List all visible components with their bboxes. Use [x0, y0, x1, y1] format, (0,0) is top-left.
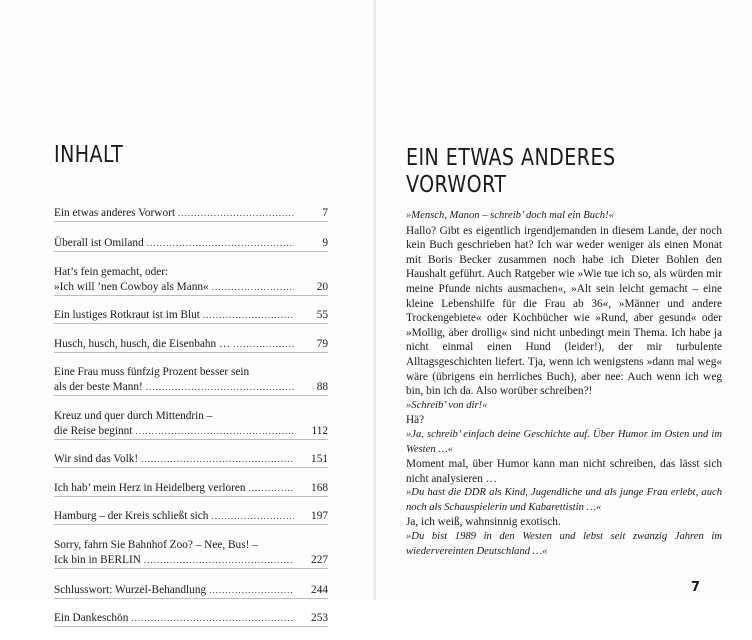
toc-leader-dots	[203, 308, 294, 323]
toc-separator	[54, 496, 328, 497]
toc-entry	[54, 206, 328, 222]
toc-leader-dots	[233, 337, 294, 352]
quote-paragraph: »Schreib’ von dir!«	[406, 399, 488, 411]
toc-leader-dots	[135, 424, 294, 439]
toc-entry-line	[54, 481, 328, 496]
toc-entry	[54, 481, 328, 497]
toc-entry-page: 168	[311, 481, 328, 494]
toc-leader-dots	[178, 206, 294, 221]
quote-paragraph: »Ja, schreib’ einfach deine Geschichte auf. Über Humor im Osten und im Westen …«	[406, 428, 722, 455]
toc-entry-title: Wir sind das Volk!	[54, 453, 139, 465]
toc-entry-page: 88	[316, 381, 328, 393]
toc-entry-page: 7	[322, 207, 328, 219]
toc-entry-page: 227	[311, 553, 328, 566]
toc-entry-page: 244	[311, 583, 328, 596]
toc-entry-title: Hamburg – der Kreis schließt sich	[54, 510, 209, 522]
toc-entry-page: 253	[311, 612, 328, 624]
toc-entry-page: 9	[322, 237, 328, 249]
toc-separator	[54, 598, 328, 599]
toc-entry-title: die Reise beginnt	[54, 424, 133, 437]
toc-leader-dots	[212, 280, 294, 295]
toc-entry	[54, 236, 328, 252]
toc-entry-page: 151	[311, 453, 328, 465]
toc-entry-title: Hat’s fein gemacht, oder:	[54, 265, 169, 278]
toc-leader-dots	[141, 452, 294, 467]
toc-entry-page: 112	[311, 424, 328, 437]
toc-separator	[54, 352, 328, 353]
toc-leader-dots	[209, 583, 294, 598]
toc-entry	[54, 583, 328, 599]
quote-paragraph: »Mensch, Manon – schreib’ doch mal ein Buch!«	[406, 210, 614, 221]
toc-entry-title: Überall ist Omiland	[54, 237, 144, 249]
toc-entry-title: Ein lustiges Rotkraut ist im Blut	[54, 309, 200, 321]
toc-separator	[54, 221, 328, 222]
left-page	[0, 0, 376, 624]
toc-separator	[54, 524, 328, 525]
toc-entry	[54, 409, 328, 440]
body-paragraph: Hallo? Gibt es eigentlich irgendjemanden in diesem Lande, der noch kein Buch geschrieben hat? Ich war weder weniger als einen Monat mit Boris Becker zusammen noch habe ich Dieter Bohlen den Haushalt geführt. Auch Ratgeber wie »Wie tue ich so, als würden mir meine Pfunde nichts ausmachen«, »Alt sein leicht gemacht – eine kleine Lebenshilfe für die Frau ab 36«, »Männer und andere Trockengebiete« oder Kochbücher wie »Rund, aber gesund« oder »Mollig, aber drollig« sind nicht unbedingt mein Thema. Ich habe ja nicht einmal einen Hund (leider!), der mir turbulente Alltagsgeschichten liefert. Tja, wenn ich wenigstens »dann mal weg« wäre (übrigens ein herrliches Buch), aber nee: Auch wenn ich weg bin, bin ich da. Also worüber schreiben?!	[406, 224, 722, 398]
toc-separator	[54, 295, 328, 296]
toc-entry-title: Ein Dankeschön	[54, 612, 129, 624]
toc-entry-title: Kreuz und quer durch Mittendrin –	[54, 409, 213, 422]
toc-entry-line	[54, 611, 328, 626]
toc-separator	[54, 251, 328, 252]
toc-entry	[54, 337, 328, 353]
toc-separator	[54, 568, 328, 569]
body-paragraph: Moment mal, über Humor kann man nicht schreiben, das lässt sich nicht analysieren …	[406, 458, 722, 485]
toc-entry	[54, 538, 328, 569]
toc-entry-title: Ein etwas anderes Vorwort	[54, 207, 175, 219]
toc-entry-line	[54, 337, 328, 352]
toc-entry	[54, 365, 328, 396]
foreword-title: EIN ETWAS ANDERES VORWORT	[406, 145, 616, 198]
toc-entry	[54, 308, 328, 324]
toc-entry	[54, 265, 328, 296]
toc-separator	[54, 467, 328, 468]
toc-entry-line	[54, 583, 328, 598]
toc-entry	[54, 611, 328, 627]
toc-leader-dots	[211, 509, 294, 524]
toc-entry-line	[54, 308, 328, 323]
toc-entry-page: 197	[311, 510, 328, 522]
toc-entry-line	[54, 452, 328, 467]
toc-entry-line	[54, 553, 328, 568]
toc-entry-title: »Ich will ’nen Cowboy als Mann«	[54, 280, 209, 293]
toc-separator	[54, 439, 328, 440]
toc-entry-line	[54, 509, 328, 524]
toc-entry-title: Husch, husch, husch, die Eisenbahn …	[54, 337, 231, 350]
toc-entry	[54, 509, 328, 525]
toc-separator	[54, 395, 328, 396]
toc-entry-title: als der beste Mann!	[54, 381, 143, 393]
toc-entry-line	[54, 206, 328, 221]
toc-entry-line	[54, 236, 328, 251]
toc-title: INHALT	[54, 142, 124, 168]
toc-entry-line	[54, 380, 328, 395]
toc-entry-title: Eine Frau muss fünfzig Prozent besser sein	[54, 366, 250, 378]
right-page	[376, 0, 752, 600]
foreword-body	[406, 209, 722, 559]
toc-entry-line	[54, 280, 328, 295]
toc-leader-dots	[144, 553, 294, 568]
toc-entry-title: Schlusswort: Wurzel-Behandlung	[54, 583, 207, 596]
toc-separator	[54, 626, 328, 627]
toc-entry-line	[54, 424, 328, 439]
toc-leader-dots	[146, 380, 294, 395]
toc-entry-page: 55	[316, 309, 328, 321]
toc-entry-title: Ich hab’ mein Herz in Heidelberg verloren	[54, 481, 246, 494]
quote-paragraph: »Du hast die DDR als Kind, Jugendliche und als junge Frau erlebt, auch noch als Schauspielerin und Kabarettistin …«	[406, 487, 722, 513]
table-of-contents	[54, 206, 328, 640]
page-number: 7	[691, 580, 701, 595]
toc-entry-page: 79	[316, 337, 328, 350]
toc-entry	[54, 452, 328, 468]
toc-entry-page: 20	[316, 280, 328, 293]
toc-entry-title: Sorry, fahrn Sie Bahnhof Zoo? – Nee, Bus! –	[54, 538, 258, 551]
toc-entry-title: Ick bin in BERLIN	[54, 553, 141, 566]
toc-leader-dots	[147, 236, 294, 251]
body-paragraph: Ja, ich weiß, wahnsinnig exotisch.	[406, 516, 561, 529]
toc-leader-dots	[131, 611, 294, 626]
body-paragraph: Hä?	[406, 414, 425, 427]
toc-leader-dots	[249, 481, 294, 496]
quote-paragraph: »Du bist 1989 in den Westen und lebst seit zwanzig Jahren im wiedervereinten Deutschland …«	[406, 531, 722, 557]
toc-separator	[54, 323, 328, 324]
